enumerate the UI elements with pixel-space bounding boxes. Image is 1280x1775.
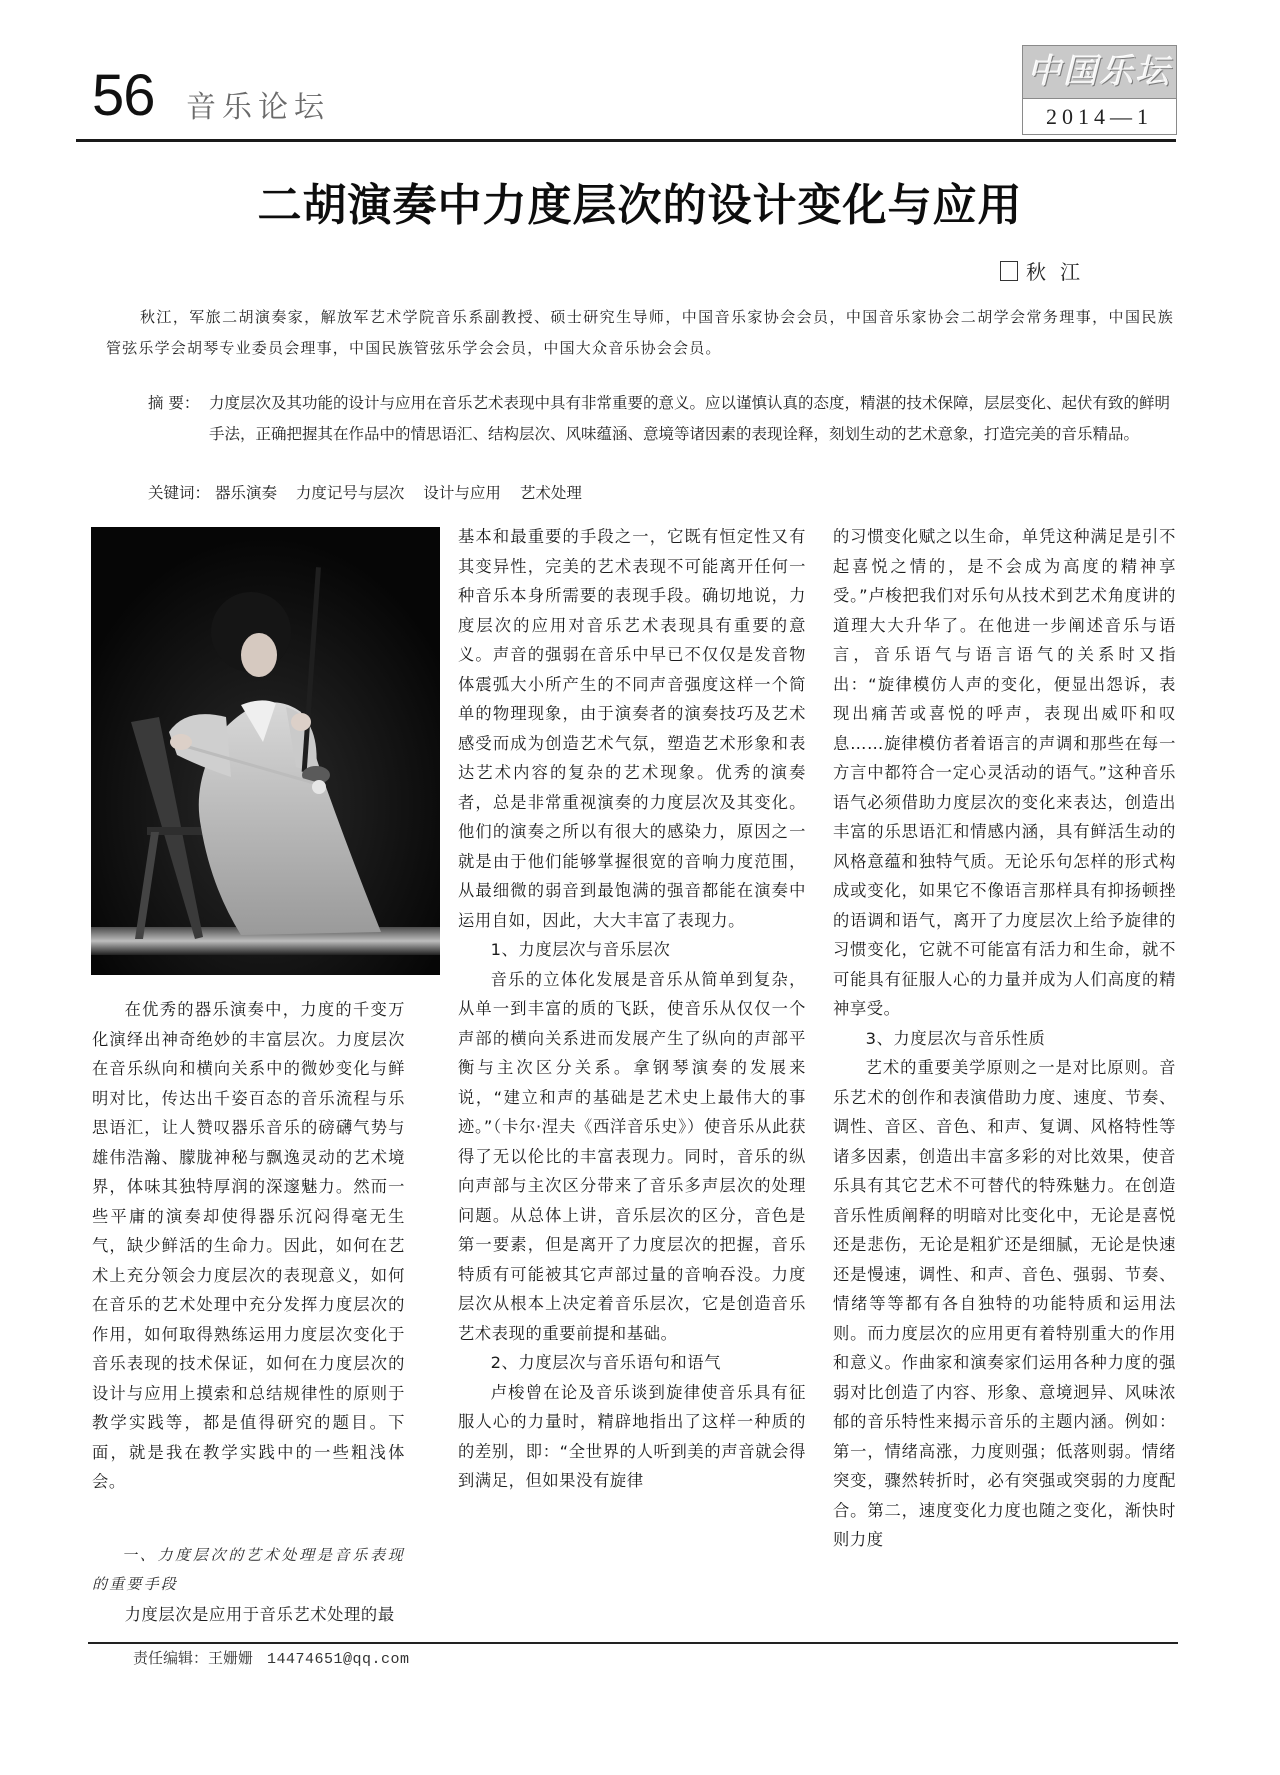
column-right <box>833 522 1176 1555</box>
header-divider <box>76 139 1176 142</box>
editor-label: 责任编辑：王姗姗 <box>133 1651 254 1667</box>
body-paragraph: 基本和最重要的手段之一，它既有恒定性又有其变异性，完美的艺术表现不可能离开任何一种音乐本身所需要的表现手段。确切地说，力度层次的应用对音乐艺术表现具有重要的意义。声音的强弱在音乐中早已不仅仅是发音物体震弧大小所产生的不同声音强度这样一个简单的物理现象，由于演奏者的演奏技巧及艺术感受而成为创造艺术气氛，塑造艺术形象和表达艺术内容的复杂的艺术现象。优秀的演奏者，总是非常重视演奏的力度层次及其变化。他们的演奏之所以有很大的感染力，原因之一就是由于他们能够掌握很宽的音响力度范围，从最细微的弱音到最饱满的强音都能在演奏中运用自如，因此，大大丰富了表现力。 <box>458 527 806 930</box>
column-middle <box>458 522 806 1496</box>
body-paragraph: 卢梭曾在论及音乐谈到旋律使音乐具有征服人心的力量时，精辟地指出了这样一种质的的差别，即：“全世界的人听到美的声音就会得到满足，但如果没有旋律 <box>458 1382 806 1490</box>
footer-divider <box>88 1642 1178 1644</box>
body-paragraph: 艺术的重要美学原则之一是对比原则。音乐艺术的创作和表演借助力度、速度、节奏、调性、音区、音色、和声、复调、风格特性等诸多因素，创造出丰富多彩的对比效果，使音乐具有其它艺术不可替代的特殊魅力。在创造音乐性质阐释的明暗对比变化中，无论是喜悦还是悲伤，无论是粗犷还是细腻，无论是快速还是慢速，调性、和声、音色、强弱、节奏、情绪等等都有各自独特的功能特质和运用法则。而力度层次的应用更有着特别重大的作用和意义。作曲家和演奏家们运用各种力度的强弱对比创造了内容、形象、意境迥异、风味浓郁的音乐特性来揭示音乐的主题内涵。例如：第一，情绪高涨，力度则强；低落则弱。情绪突变，骤然转折时，必有突强或突弱的力度配合。第二，速度变化力度也随之变化，渐快时则力度 <box>833 1058 1176 1549</box>
section-heading: 一、力度层次的艺术处理是音乐表现的重要手段 <box>92 1545 405 1593</box>
magazine-logo: 中国乐坛 <box>1023 46 1176 99</box>
body-paragraph: 力度层次是应用于音乐艺术处理的最 <box>124 1604 395 1624</box>
subsection-heading: 1、力度层次与音乐层次 <box>490 940 671 959</box>
photo-illustration <box>91 527 440 975</box>
intro-paragraph: 在优秀的器乐演奏中，力度的千变万化演绎出神奇绝妙的丰富层次。力度层次在音乐纵向和横向关系中的微妙变化与鲜明对比，传达出千姿百态的音乐流程与乐思语汇，让人赞叹器乐音乐的磅礴气势与雄伟浩瀚、朦胧神秘与飘逸灵动的艺术境界，体味其独特厚润的深邃魅力。然而一些平庸的演奏却使得器乐沉闷得毫无生气，缺少鲜活的生命力。因此，如何在艺术上充分领会力度层次的表现意义，如何在音乐的艺术处理中充分发挥力度层次的作用，如何取得熟练运用力度层次变化于音乐表现的技术保证，如何在力度层次的设计与应用上摸索和总结规律性的原则于教学实践等，都是值得研究的题目。下面，就是我在教学实践中的一些粗浅体会。 <box>92 1000 405 1491</box>
keywords-label: 关键词： <box>148 484 211 502</box>
keyword: 器乐演奏 <box>214 484 277 502</box>
section-name: 音乐论坛 <box>186 90 330 125</box>
subsection-heading: 3、力度层次与音乐性质 <box>865 1028 1046 1048</box>
author-byline <box>1000 258 1094 286</box>
keyword: 设计与应用 <box>423 484 501 502</box>
editor-credit <box>133 1647 410 1672</box>
spacer <box>92 1497 405 1541</box>
abstract-label: 摘 要： <box>148 394 200 412</box>
body-paragraph: 音乐的立体化发展是音乐从简单到复杂，从单一到丰富的质的飞跃，使音乐从仅仅一个声部的横向关系进而发展产生了纵向的声部平衡与主次区分关系。拿钢琴演奏的发展来说，“建立和声的基础是艺术史上最伟大的事迹。”（卡尔·涅夫《西洋音乐史》）使音乐从此获得了无以伦比的丰富表现力。同时，音乐的纵向声部与主次区分带来了音乐多声层次的处理问题。从总体上讲，音乐层次的区分，音色是第一要素，但是离开了力度层次的把握，音乐特质有可能被其它声部过量的音响吞没。力度层次从根本上决定着音乐层次，它是创造音乐艺术表现的重要前提和基础。 <box>458 969 806 1343</box>
article-title: 二胡演奏中力度层次的设计变化与应用 <box>257 180 1023 231</box>
author-bio: 秋江，军旅二胡演奏家，解放军艺术学院音乐系副教授、硕士研究生导师，中国音乐家协会会员，中国音乐家协会二胡学会常务理事，中国民族管弦乐学会胡琴专业委员会理事，中国民族管弦乐学会会员，中国大众音乐协会会员。 <box>106 308 1174 357</box>
erhu-performer-photo <box>91 527 440 975</box>
body-paragraph: 的习惯变化赋之以生命，单凭这种满足是引不起喜悦之情的，是不会成为高度的精神享受。”卢梭把我们对乐句从技术到艺术角度讲的道理大大升华了。在他进一步阐述音乐与语言，音乐语气与语言语气的关系时又指出：“旋律模仿人声的变化，便显出怨诉，表现出痛苦或喜悦的呼声，表现出威吓和叹息……旋律模仿者着语言的声调和那些在每一方言中都符合一定心灵活动的语气。”这种音乐语气必须借助力度层次的变化来表达，创造出丰富的乐思语汇和情感内涵，具有鲜活生动的风格意蕴和独特气质。无论乐句怎样的形式构成或变化，如果它不像语言那样具有抑扬顿挫的语调和语气，离开了力度层次上给予旋律的习惯变化，它就不可能富有活力和生命，就不可能具有征服人心的力量并成为人们高度的精神享受。 <box>833 527 1176 1018</box>
author-name: 秋江 <box>1026 260 1094 284</box>
abstract-text: 力度层次及其功能的设计与应用在音乐艺术表现中具有非常重要的意义。应以谨慎认真的态度，精湛的技术保障，层层变化、起伏有致的鲜明手法，正确把握其在作品中的情思语汇、结构层次、风味蕴涵、意境等诸因素的表现诠释，刻划生动的艺术意象，打造完美的音乐精品。 <box>209 394 1171 443</box>
magazine-masthead <box>1022 45 1177 135</box>
page-number: 56 <box>92 63 155 128</box>
keywords <box>148 478 596 509</box>
subsection-heading: 2、力度层次与音乐语句和语气 <box>490 1353 722 1372</box>
square-box-icon <box>1000 261 1018 281</box>
editor-email: 14474651@qq.com <box>267 1651 410 1668</box>
keyword: 艺术处理 <box>519 484 582 502</box>
issue-number: 2014—1 <box>1046 104 1153 129</box>
keyword: 力度记号与层次 <box>295 484 405 502</box>
abstract <box>148 388 1178 450</box>
column-left <box>92 995 405 1629</box>
